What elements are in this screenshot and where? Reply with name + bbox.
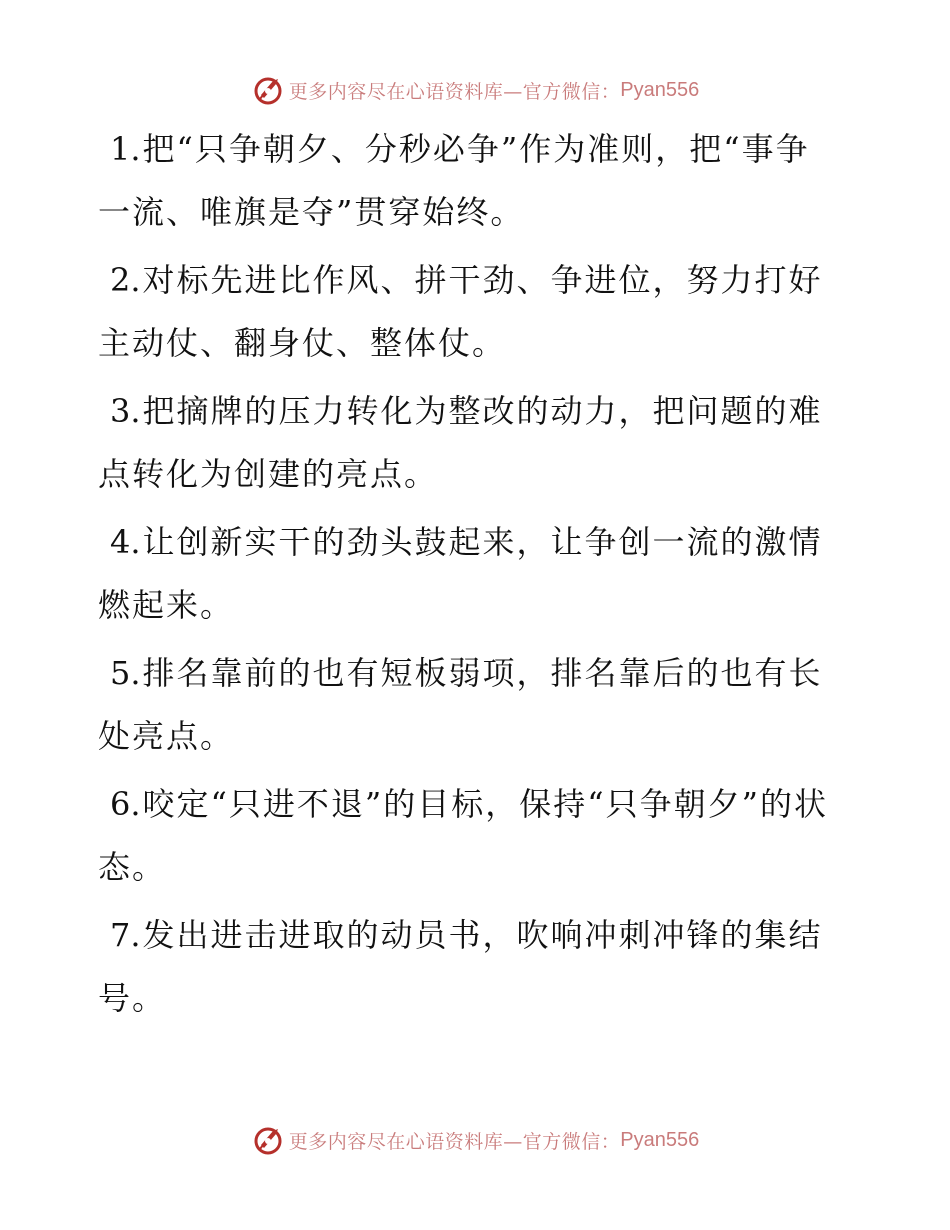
item-number: 3. — [110, 392, 141, 430]
item-text: 排名靠前的也有短板弱项，排名靠后的也有长处亮点。 — [98, 654, 823, 755]
item-text: 让创新实干的劲头鼓起来，让争创一流的激情燃起来。 — [98, 523, 823, 624]
pen-nib-logo-icon — [251, 1123, 285, 1157]
list-item — [98, 249, 828, 375]
header-wechat-id: Pyan556 — [620, 78, 700, 101]
footer-wechat-id: Pyan556 — [620, 1128, 700, 1151]
footer-banner — [0, 1120, 950, 1160]
item-number: 5. — [110, 654, 141, 692]
list-item — [98, 642, 828, 768]
footer-banner-text: 更多内容尽在心语资料库—官方微信： — [288, 1130, 621, 1153]
item-text: 对标先进比作风、拼干劲、争进位，努力打好主动仗、翻身仗、整体仗。 — [98, 261, 823, 362]
list-item — [98, 118, 828, 244]
list-item — [98, 773, 828, 899]
list-item — [98, 511, 828, 637]
item-text: 发出进击进取的动员书，吹响冲刺冲锋的集结号。 — [98, 916, 823, 1017]
item-text: 咬定“只进不退”的目标，保持“只争朝夕”的状态。 — [98, 785, 828, 886]
item-number: 4. — [110, 523, 141, 561]
header-banner — [0, 70, 950, 110]
item-number: 2. — [110, 261, 141, 299]
item-number: 1. — [110, 130, 141, 168]
header-banner-text: 更多内容尽在心语资料库—官方微信： — [288, 80, 621, 103]
document-body — [98, 118, 828, 1035]
item-text: 把“只争朝夕、分秒必争”作为准则，把“事争一流、唯旗是夺”贯穿始终。 — [98, 130, 810, 231]
pen-nib-logo-icon — [251, 73, 285, 107]
item-text: 把摘牌的压力转化为整改的动力，把问题的难点转化为创建的亮点。 — [98, 392, 823, 493]
list-item — [98, 904, 828, 1030]
item-number: 6. — [110, 785, 141, 823]
item-number: 7. — [110, 916, 141, 954]
list-item — [98, 380, 828, 506]
